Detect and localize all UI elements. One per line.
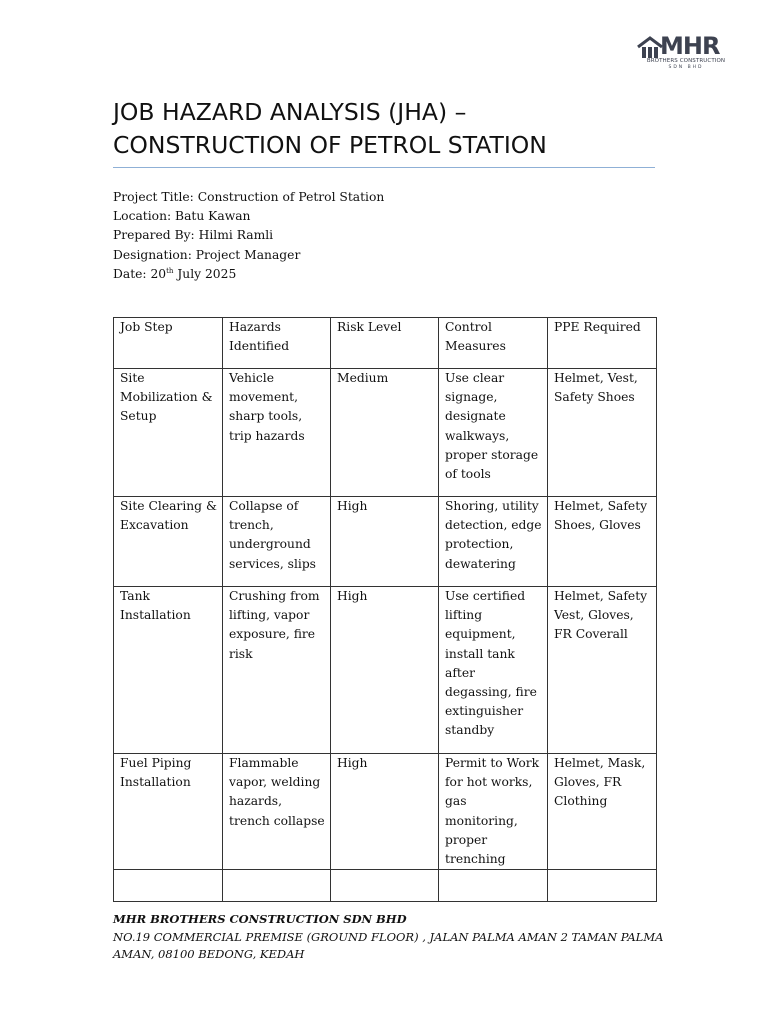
designation: Designation: Project Manager xyxy=(113,247,301,262)
table-cell xyxy=(331,870,439,902)
table-cell xyxy=(223,870,331,902)
table-row-empty xyxy=(114,870,657,902)
date-suffix-sup: th xyxy=(166,266,174,275)
table-cell: Site Mobilization & Setup xyxy=(114,369,223,497)
table-cell: Helmet, Mask, Gloves, FR Clothing xyxy=(548,754,657,870)
table-row xyxy=(114,754,657,870)
table-cell: Crushing from lifting, vapor exposure, fire risk xyxy=(223,587,331,754)
table-row xyxy=(114,587,657,754)
table-cell: Use certified lifting equipment, install tank after degassing, fire extinguisher standby xyxy=(439,587,548,754)
table-cell: Collapse of trench, underground services, slips xyxy=(223,497,331,587)
table-cell: Site Clearing & Excavation xyxy=(114,497,223,587)
logo-text: MHR xyxy=(660,32,720,60)
footer-address-line-1: NO.19 COMMERCIAL PREMISE (GROUND FLOOR) , JALAN PALMA AMAN 2 TAMAN PALMA xyxy=(113,929,664,944)
table-cell: High xyxy=(331,497,439,587)
table-header-row xyxy=(114,318,657,369)
table-row xyxy=(114,369,657,497)
prepared-by: Prepared By: Hilmi Ramli xyxy=(113,228,274,243)
footer-address-line-2: AMAN, 08100 BEDONG, KEDAH xyxy=(113,947,305,961)
date xyxy=(113,265,384,284)
table-cell: High xyxy=(331,754,439,870)
project-details xyxy=(113,188,384,284)
table-cell: Helmet, Vest, Safety Shoes xyxy=(548,369,657,497)
logo-subtitle: BROTHERS CONSTRUCTION xyxy=(646,58,726,64)
page-footer xyxy=(113,911,673,964)
project-title: Project Title: Construction of Petrol Station xyxy=(113,190,385,204)
table-cell xyxy=(114,870,223,902)
header-cell: Control Measures xyxy=(439,318,548,369)
table-cell: Use clear signage, designate walkways, proper storage of tools xyxy=(439,369,548,497)
title-divider xyxy=(113,167,655,168)
table-cell: Helmet, Safety Vest, Gloves, FR Coverall xyxy=(548,587,657,754)
table-cell: Helmet, Safety Shoes, Gloves xyxy=(548,497,657,587)
table-cell: Flammable vapor, welding hazards, trench collapse xyxy=(223,754,331,870)
page-title xyxy=(113,96,673,162)
table-cell: Fuel Piping Installation xyxy=(114,754,223,870)
table-cell: Vehicle movement, sharp tools, trip hazards xyxy=(223,369,331,497)
company-logo xyxy=(636,34,736,70)
logo-subtitle-2: SDN BHD xyxy=(668,65,704,70)
header-cell: Hazards Identified xyxy=(223,318,331,369)
table-cell: High xyxy=(331,587,439,754)
table-cell: Medium xyxy=(331,369,439,497)
table-cell: Tank Installation xyxy=(114,587,223,754)
header-cell: Job Step xyxy=(114,318,223,369)
header-cell: PPE Required xyxy=(548,318,657,369)
title-line-1: JOB HAZARD ANALYSIS (JHA) – xyxy=(113,98,467,126)
title-line-2: CONSTRUCTION OF PETROL STATION xyxy=(113,131,547,159)
jha-table xyxy=(113,317,657,902)
location: Location: Batu Kawan xyxy=(113,209,251,224)
table-row xyxy=(114,497,657,587)
date-rest: July 2025 xyxy=(173,266,237,281)
table-cell xyxy=(439,870,548,902)
footer-company: MHR BROTHERS CONSTRUCTION SDN BHD xyxy=(113,912,407,926)
table-cell: Permit to Work for hot works, gas monitoring, proper trenching xyxy=(439,754,548,870)
header-cell: Risk Level xyxy=(331,318,439,369)
table-cell xyxy=(548,870,657,902)
date-prefix: Date: 20 xyxy=(113,266,167,281)
table-cell: Shoring, utility detection, edge protection, dewatering xyxy=(439,497,548,587)
